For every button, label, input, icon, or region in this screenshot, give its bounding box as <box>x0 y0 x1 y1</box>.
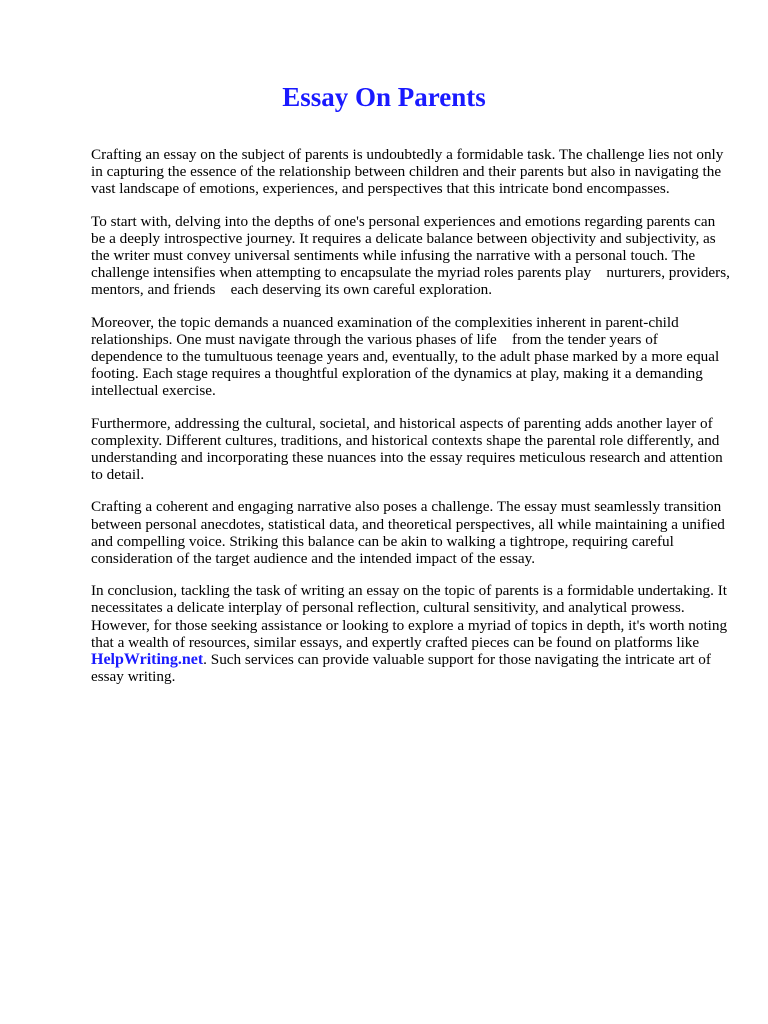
helpwriting-link[interactable]: HelpWriting.net <box>91 651 204 669</box>
essay-body <box>91 146 731 700</box>
paragraph-1: Crafting an essay on the subject of parents is undoubtedly a formidable task. The challenge lies not only in capturing the essence of the relationship between children and their parents but also in navigating the vast landscape of emotions, experiences, and perspectives that this intricate bond encompasses. <box>91 146 724 198</box>
paragraph-4: Furthermore, addressing the cultural, societal, and historical aspects of parenting adds another layer of complexity. Different cultures, traditions, and historical contexts shape the parental role differently, and understanding and incorporating these nuances into the essay requires meticulous research and attention to detail. <box>91 414 723 484</box>
page-title: Essay On Parents <box>282 82 486 112</box>
paragraph-conclusion <box>91 582 731 685</box>
conclusion-text-before-link: In conclusion, tackling the task of writing an essay on the topic of parents is a formidable undertaking. It necessitates a delicate interplay of personal reflection, cultural sensitivity, and analytical prowess. However, for those seeking assistance or looking to explore a myriad of topics in depth, it's worth noting that a wealth of resources, similar essays, and expertly crafted pieces can be found on platforms like <box>91 582 728 651</box>
paragraph-3: Moreover, the topic demands a nuanced examination of the complexities inherent in parent-child relationships. One must navigate through the various phases of life from the tender years of dependence to the tumultuous teenage years and, eventually, to the adult phase marked by a more equal footing. Each stage requires a thoughtful exploration of the dynamics at play, making it a demanding intellectual exercise. <box>91 313 720 400</box>
paragraph-5: Crafting a coherent and engaging narrative also poses a challenge. The essay must seamlessly transition between personal anecdotes, statistical data, and theoretical perspectives, all while maintaining a unified and compelling voice. Striking this balance can be akin to walking a tightrope, requiring careful consideration of the target audience and the intended impact of the essay. <box>91 498 725 568</box>
conclusion-text-after-link: . Such services can provide valuable support for those navigating the intricate art of essay writing. <box>91 651 711 686</box>
paragraph-2: To start with, delving into the depths of one's personal experiences and emotions regarding parents can be a deeply introspective journey. It requires a delicate balance between objectivity and subjectivity, as the writer must convey universal sentiments while infusing the narrative with a personal touch. The challenge intensifies when attempting to encapsulate the myriad roles parents play nurturers, providers, mentors, and friends each deserving its own careful exploration. <box>91 212 730 299</box>
